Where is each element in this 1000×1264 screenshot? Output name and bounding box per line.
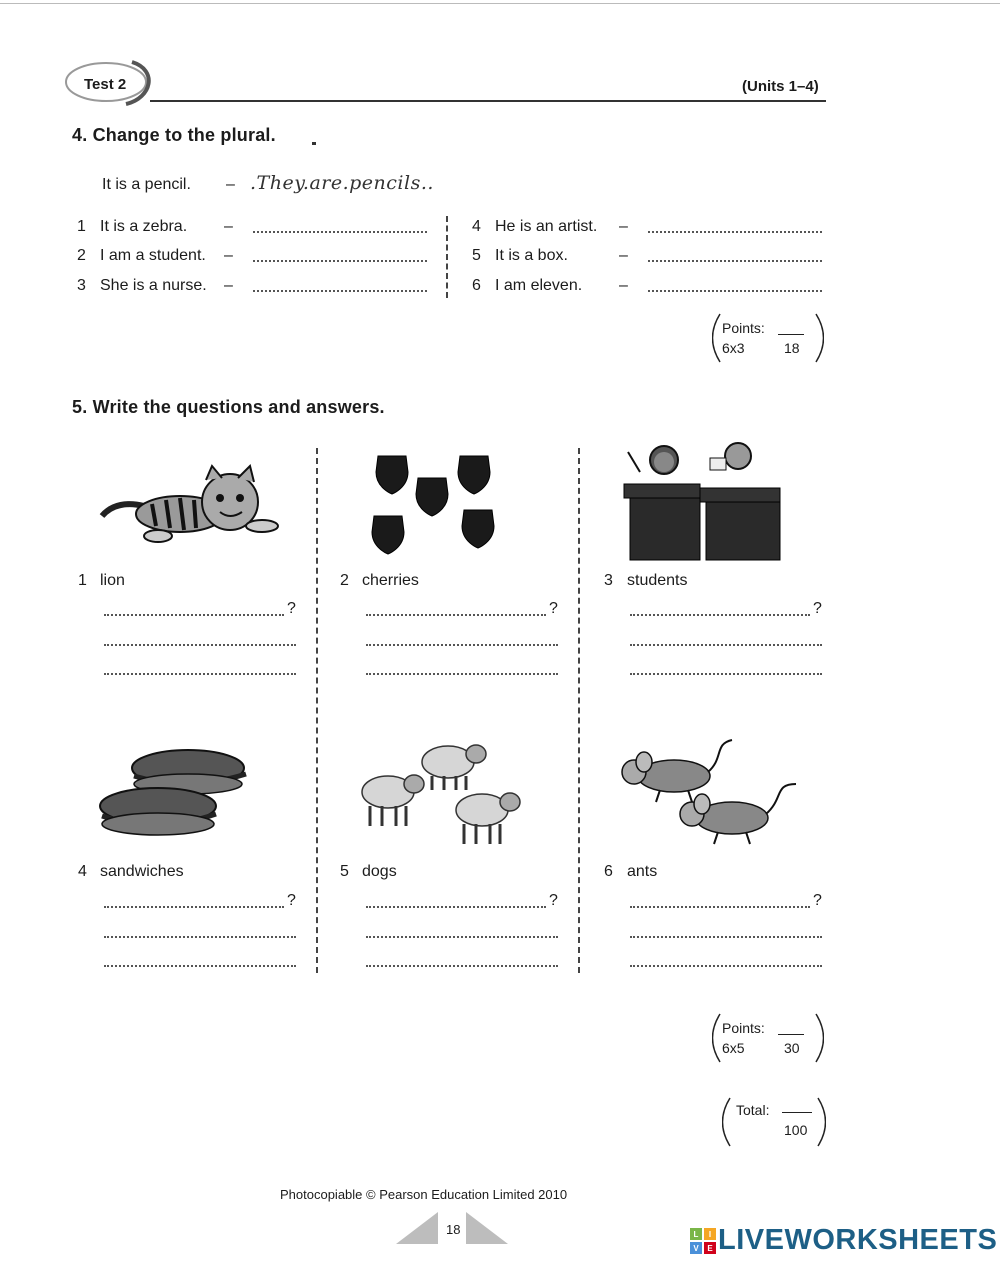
points-max: 18 — [784, 340, 800, 356]
question-mark: ? — [549, 892, 558, 909]
answer-field[interactable] — [104, 965, 296, 967]
question-mark: ? — [287, 892, 296, 909]
points-label: Points: — [722, 320, 765, 336]
item-word: lion — [100, 572, 125, 589]
item-number: 4 — [472, 218, 481, 235]
item-number: 1 — [77, 218, 86, 235]
stray-mark — [312, 142, 316, 145]
item-number: 3 — [77, 277, 86, 294]
header-rule — [150, 100, 826, 102]
item-word: sandwiches — [100, 863, 184, 880]
grid-divider-1 — [316, 448, 318, 973]
question-mark: ? — [549, 600, 558, 617]
liveworksheets-logo — [690, 1228, 716, 1254]
question-field[interactable] — [104, 906, 284, 908]
total-label: Total: — [736, 1102, 770, 1118]
item-sentence: I am a student. — [100, 247, 206, 264]
section4-title: 4. Change to the plural. — [72, 125, 276, 145]
test-label: Test 2 — [84, 76, 127, 93]
item-sentence: He is an artist. — [495, 218, 598, 235]
top-edge-line — [0, 3, 1000, 4]
item-number: 6 — [604, 863, 613, 880]
answer-field-3[interactable] — [253, 290, 427, 292]
example-dash: – — [226, 176, 235, 193]
tiger-picture — [92, 456, 288, 552]
item-dash: – — [619, 247, 628, 264]
question-mark: ? — [813, 600, 822, 617]
item-number: 4 — [78, 863, 87, 880]
answer-field[interactable] — [104, 673, 296, 675]
points-max: 30 — [784, 1040, 800, 1056]
question-field[interactable] — [104, 614, 284, 616]
item-number: 5 — [472, 247, 481, 264]
item-number: 5 — [340, 863, 349, 880]
answer-field[interactable] — [104, 936, 296, 938]
grid-divider-2 — [578, 448, 580, 973]
question-field[interactable] — [630, 614, 810, 616]
logo-letter: E — [707, 1244, 713, 1253]
item-dash: – — [619, 218, 628, 235]
answer-field[interactable] — [366, 673, 558, 675]
column-divider — [446, 216, 448, 298]
question-field[interactable] — [366, 906, 546, 908]
answer-field-4[interactable] — [648, 231, 822, 233]
item-dash: – — [224, 277, 233, 294]
question-field[interactable] — [630, 906, 810, 908]
sheep-picture — [352, 736, 522, 854]
answer-field[interactable] — [630, 673, 822, 675]
item-number: 1 — [78, 572, 87, 589]
sandwiches-picture — [96, 744, 256, 848]
points-label: Points: — [722, 1020, 765, 1036]
total-blank[interactable] — [782, 1112, 812, 1113]
units-label: (Units 1–4) — [742, 78, 819, 95]
item-number: 3 — [604, 572, 613, 589]
answer-field[interactable] — [630, 965, 822, 967]
mice-picture — [604, 738, 804, 858]
item-word: ants — [627, 863, 658, 880]
section5-title: 5. Write the questions and answers. — [72, 397, 385, 417]
answer-field[interactable] — [630, 936, 822, 938]
item-sentence: It is a zebra. — [100, 218, 188, 235]
question-field[interactable] — [366, 614, 546, 616]
example-sentence: It is a pencil. — [102, 176, 191, 193]
answer-field[interactable] — [366, 936, 558, 938]
answer-field[interactable] — [366, 965, 558, 967]
item-number: 2 — [77, 247, 86, 264]
item-sentence: It is a box. — [495, 247, 568, 264]
cherries-picture — [368, 448, 504, 562]
points-box-section5 — [712, 1012, 824, 1064]
logo-letter: L — [693, 1230, 699, 1239]
item-sentence: I am eleven. — [495, 277, 583, 294]
item-word: cherries — [362, 572, 419, 589]
example-answer: .They.are.pencils.. — [250, 172, 434, 194]
logo-letter: V — [693, 1244, 699, 1253]
total-box — [722, 1096, 826, 1148]
item-dash: – — [224, 218, 233, 235]
answer-field-5[interactable] — [648, 260, 822, 262]
points-box-section4 — [712, 312, 824, 364]
item-number: 2 — [340, 572, 349, 589]
answer-field-1[interactable] — [253, 231, 427, 233]
item-word: students — [627, 572, 688, 589]
answer-field[interactable] — [366, 644, 558, 646]
points-multiplier: 6x5 — [722, 1040, 745, 1056]
item-sentence: She is a nurse. — [100, 277, 207, 294]
item-dash: – — [224, 247, 233, 264]
logo-letter: I — [708, 1230, 712, 1239]
score-blank[interactable] — [778, 1034, 804, 1035]
liveworksheets-brand[interactable]: LIVEWORKSHEETS — [718, 1224, 998, 1256]
answer-field-6[interactable] — [648, 290, 822, 292]
score-blank[interactable] — [778, 334, 804, 335]
item-dash: – — [619, 277, 628, 294]
page-number: 18 — [446, 1222, 461, 1237]
answer-field-2[interactable] — [253, 260, 427, 262]
points-multiplier: 6x3 — [722, 340, 745, 356]
question-mark: ? — [287, 600, 296, 617]
students-picture — [620, 432, 786, 564]
copyright-text: Photocopiable © Pearson Education Limited 2010 — [280, 1187, 568, 1202]
item-number: 6 — [472, 277, 481, 294]
answer-field[interactable] — [630, 644, 822, 646]
total-max: 100 — [784, 1122, 808, 1138]
item-word: dogs — [362, 863, 397, 880]
question-mark: ? — [813, 892, 822, 909]
answer-field[interactable] — [104, 644, 296, 646]
